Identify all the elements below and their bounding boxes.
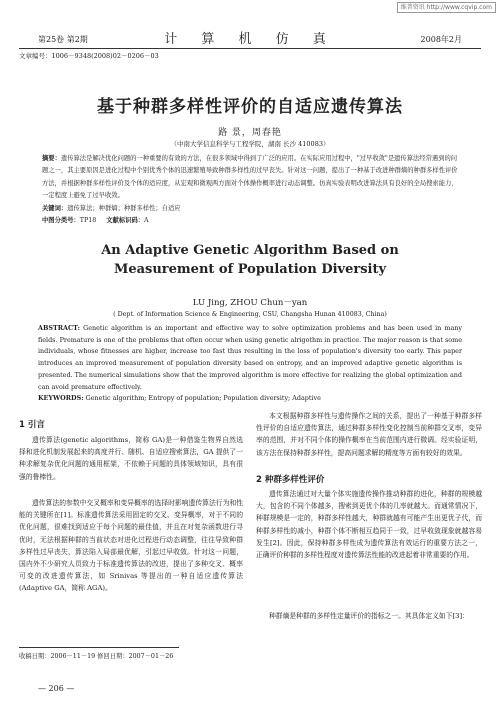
right-paragraph-2: 遗传算法通过对大量个体实施遗传操作推动种群的进化，种群的规模越大，包含的不同个体越多，搜索到更优个体的几率就越大。而通常情况下，种群规模是一定的，种群多样性越大，种群就越有可能产生出更优子代，而种群多样性的减小，种群个体不断相互趋同于一致，过早收敛现象就越容易发生[2]。因此，保持种群多样性成为遗传算法有效运行的重要方法之一，正确评价种群的多样性程度对遗传算法性能的改进起着非常重要的作用。 (256, 490, 482, 560)
authors-cn: 路 景，周春艳 (218, 128, 282, 138)
issue-date: 2008年2月 (420, 35, 462, 44)
article-number: 文章编号：1006－9348(2008)02－0206－03 (19, 52, 159, 60)
clc-code: TP18 (79, 217, 97, 225)
right-paragraph-3: 种群熵是种群的多样性定量评价的指标之一。其具体定义如下[3]： (269, 612, 469, 620)
authors-en: LU Jing, ZHOU Chun－yan (192, 298, 308, 308)
abstract-en (38, 323, 462, 405)
journal-volume: 第25卷 第2期 (38, 35, 88, 44)
section-2-heading: 2 种群多样性评价 (256, 475, 325, 485)
keywords-en-text: Genetic algorithm; Entropy of population; Population diversity; Adaptive (85, 394, 321, 403)
paper-title-en-line1: An Adaptive Genetic Algorithm Based on (101, 243, 399, 258)
received-date: 收稿日期：2006－11－19 修回日期：2007－01－26 (19, 653, 174, 660)
clc-label: 中图分类号： (42, 217, 80, 225)
affiliation-en: ( Dept. of Information Science & Engineering, CSU, Changsha Hunan 410083, China) (113, 311, 387, 318)
section-1-heading: 1 引言 (19, 420, 45, 430)
header-rule (19, 48, 481, 49)
abstract-en-text: Genetic algorithm is an important and effective way to solve optimization problems and has been used in many fields. Premature is one of the problems that often occur when using genetic alrigothm in practice. The major reason is that some individuals, whose fitnesses are higher, increase too fast thus resulting in the loss of population's diversity too early. This paper introduces an improved measurement of population diversity based on entropy, and an improved adaptive genetic algorithm is presented. The numerical simulations show that the improved algorithm is more effective for realizing the global optimization and can avoid premature effectively. (38, 324, 462, 391)
keywords-cn-label: 关键词： (42, 204, 68, 212)
abstract-cn (42, 153, 460, 227)
left-paragraph-2: 遗传算法的参数中交叉概率和变异概率的选择时影响遗传算法行为和性能的关键所在[1]。标准遗传算法采用固定的交叉、变异概率，对于不同的优化问题，很难找到适应于每个问题的最佳值，并且在对复杂函数进行寻优时，无法根据种群的当前状态对进化过程进行动态调整，往往导致种群多样性过早丧失，算法陷入局部最优解，引起过早收敛。针对这一问题，国内外不少研究人员致力于标准遗传算法的改进，提出了多种交叉、概率可变的改进遗传算法，如 Srinivas 等提出的一种自适应遗传算法(Adaptive GA，简称 AGA)。 (19, 499, 243, 593)
keywords-cn-text: 遗传算法；种群熵；种群多样性；自适应 (67, 204, 181, 212)
keywords-en-label: KEYWORDS: (38, 394, 84, 403)
doc-code-label: 文献标识码： (106, 217, 145, 225)
left-paragraph-1: 遗传算法(genetic algorithms，简称 GA)是一种借鉴生物界自然选择和进化机制发展起来的高度并行、随机、自适应搜索算法，GA 提供了一种求解复杂优化问题的通用框架，不依赖于问题的具体领域知识，具有很强的鲁棒性。 (19, 436, 243, 481)
right-paragraph-1: 本文根据种群多样性与遗传操作之间的关系，提出了一种基于种群多样性评价的自适应遗传算法，通过种群多样性变化控制当前种群交叉率，变异率的范围，并对不同个体的操作概率在当前范围内进行微调。经实验证明，该方法在保持种群多样性，提高问题求解的精度等方面有较好的效果。 (256, 412, 482, 457)
abstract-cn-label: 摘要： (42, 155, 61, 162)
paper-title-en-line2: Measurement of Population Diversity (113, 262, 387, 277)
journal-name: 计 算 机 仿 真 (164, 32, 336, 47)
watermark-stamp: 维普资讯 http://www.cqvip.com (397, 2, 496, 13)
affiliation-cn: （中南大学信息科学与工程学院，湖南 长沙 410083） (170, 140, 330, 148)
footnote-rule (19, 647, 179, 648)
paper-title-cn: 基于种群多样性评价的自适应遗传算法 (97, 97, 403, 117)
doc-code: A (144, 217, 149, 225)
page-number: — 206 — (38, 684, 75, 693)
abstract-cn-text: 遗传算法是解决优化问题的一种重要的有效的方法，在很多领域中得到了广泛的应用。在实际应用过程中，"过早收敛"是遗传算法经常遇到的问题之一，其主要原因是进化过程中个别优秀个体的迅速繁殖导致种群多样性的过早丧失。针对这一问题，提出了一种基于改进种群熵的种群多样性评价方法，并根据种群多样性评价及个体的适应度，从宏观和微观两方面对个体操作概率进行动态调整。仿真实验表明改进算法具有良好的全局搜索能力，一定程度上避免了过早收敛。 (42, 155, 458, 200)
abstract-en-label: ABSTRACT: (38, 324, 80, 332)
